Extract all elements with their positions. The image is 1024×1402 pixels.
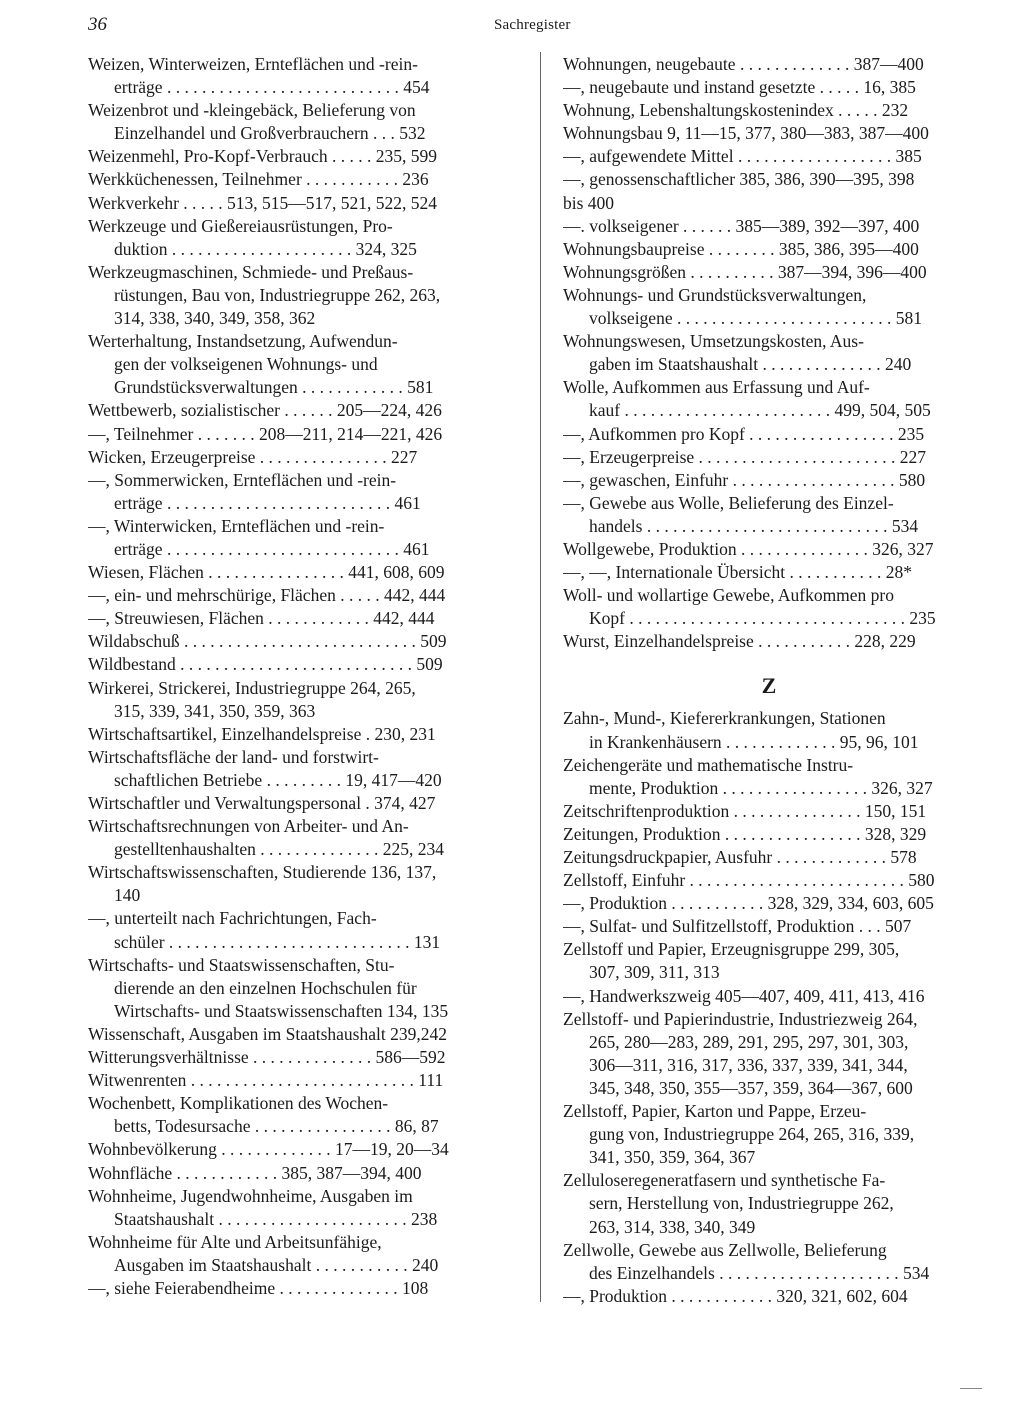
index-entry [88, 1277, 510, 1300]
index-entry-text: Staatshaushalt . . . . . . . . . . . . . . . . . . . . . . 238 [114, 1208, 438, 1229]
index-entry-text: Zellwolle, Gewebe aus Zellwolle, Belieferung [563, 1239, 887, 1260]
index-entry [88, 630, 510, 653]
index-entry [88, 469, 510, 492]
index-entry-continuation [88, 769, 510, 792]
index-entry-text: Werkzeuge und Gießereiausrüstungen, Pro- [88, 215, 393, 236]
index-entry [563, 892, 983, 915]
index-entry-text: 341, 350, 359, 364, 367 [589, 1147, 756, 1168]
index-entry [563, 53, 983, 76]
index-entry-continuation [563, 307, 983, 330]
index-entry-text: Zellstoff, Papier, Karton und Pappe, Erzeu- [563, 1101, 867, 1122]
index-entry-text: Werkzeugmaschinen, Schmiede- und Preßaus- [88, 261, 414, 282]
index-entry-text: erträge . . . . . . . . . . . . . . . . . . . . . . . . . . 461 [114, 492, 421, 513]
index-entry-continuation [88, 538, 510, 561]
index-entry [563, 630, 983, 653]
index-entry [563, 1239, 983, 1262]
index-entry-text: Zeitschriftenproduktion . . . . . . . . . . . . . . . 150, 151 [563, 800, 927, 821]
index-entry-text: Ausgaben im Staatshaushalt . . . . . . . . . . . 240 [114, 1254, 439, 1275]
left-column [88, 53, 510, 1300]
column-divider [540, 52, 541, 1302]
index-entry-continuation [88, 122, 510, 145]
index-entry-continuation [563, 1146, 983, 1169]
index-entry-text: 306—311, 316, 317, 336, 337, 339, 341, 344, [589, 1054, 908, 1075]
index-entry-text: Wolle, Aufkommen aus Erfassung und Auf- [563, 377, 870, 398]
index-entry-text: Witwenrenten . . . . . . . . . . . . . . . . . . . . . . . . . . 111 [88, 1070, 444, 1091]
index-entry-text: Zeichengeräte und mathematische Instru- [563, 754, 854, 775]
index-entry-text: betts, Todesursache . . . . . . . . . . . . . . . . 86, 87 [114, 1116, 439, 1137]
index-entry-text: Wiesen, Flächen . . . . . . . . . . . . . . . . 441, 608, 609 [88, 562, 445, 583]
index-entry-text: Weizenmehl, Pro-Kopf-Verbrauch . . . . . 235, 599 [88, 146, 437, 167]
index-entry-text: Werkküchenessen, Teilnehmer . . . . . . . . . . . 236 [88, 169, 429, 190]
index-entry-continuation [88, 1254, 510, 1277]
index-entry [88, 677, 510, 700]
index-entry-text: 315, 339, 341, 350, 359, 363 [114, 700, 316, 721]
index-entry-text: Wohnungswesen, Umsetzungskosten, Aus- [563, 331, 864, 352]
index-entry [563, 492, 983, 515]
index-entry [563, 145, 983, 168]
index-entry-text: Wurst, Einzelhandelspreise . . . . . . . . . . . 228, 229 [563, 631, 916, 652]
index-entry-text: Wohnfläche . . . . . . . . . . . . 385, 387—394, 400 [88, 1162, 422, 1183]
index-entry-continuation [563, 515, 983, 538]
index-entry-text: Wohnbevölkerung . . . . . . . . . . . . . 17—19, 20—34 [88, 1139, 449, 1160]
index-entry-continuation [563, 1192, 983, 1215]
index-entry [88, 423, 510, 446]
index-entry-text: Weizenbrot und -kleingebäck, Belieferung von [88, 100, 416, 121]
index-entry [563, 192, 983, 215]
index-entry-text: Einzelhandel und Großverbrauchern . . . 532 [114, 123, 426, 144]
index-entry-continuation [563, 1054, 983, 1077]
index-entry [88, 330, 510, 353]
index-entry-text: —, neugebaute und instand gesetzte . . . . . 16, 385 [563, 77, 916, 98]
index-entry [88, 1092, 510, 1115]
index-entry-text: —, ein- und mehrschürige, Flächen . . . . . 442, 444 [88, 585, 446, 606]
index-entry-continuation [88, 1208, 510, 1231]
index-entry-text: des Einzelhandels . . . . . . . . . . . . . . . . . . . . . 534 [589, 1262, 930, 1283]
index-entry [563, 538, 983, 561]
section-gap [563, 653, 983, 671]
index-entry-text: rüstungen, Bau von, Industriegruppe 262, 263, [114, 284, 441, 305]
index-entry-text: 314, 338, 340, 349, 358, 362 [114, 308, 316, 329]
index-entry [88, 168, 510, 191]
running-head: Sachregister [494, 17, 571, 33]
index-entry-text: —, gewaschen, Einfuhr . . . . . . . . . . . . . . . . . . . 580 [563, 469, 926, 490]
index-entry-text: —, Erzeugerpreise . . . . . . . . . . . . . . . . . . . . . . . 227 [563, 446, 927, 467]
index-entry [88, 1023, 510, 1046]
index-entry [563, 869, 983, 892]
index-entry-text: Witterungsverhältnisse . . . . . . . . . . . . . . 586—592 [88, 1047, 446, 1068]
index-entry [563, 938, 983, 961]
index-entry-continuation [563, 1031, 983, 1054]
index-entry [563, 238, 983, 261]
index-entry [88, 653, 510, 676]
index-entry-text: duktion . . . . . . . . . . . . . . . . . . . . . 324, 325 [114, 238, 417, 259]
index-entry [88, 1185, 510, 1208]
index-entry [563, 261, 983, 284]
index-entry-continuation [88, 884, 510, 907]
index-entry-continuation [88, 931, 510, 954]
index-entry-text: erträge . . . . . . . . . . . . . . . . . . . . . . . . . . . 461 [114, 538, 430, 559]
index-entry-text: schaftlichen Betriebe . . . . . . . . . 19, 417—420 [114, 769, 442, 790]
index-entry [563, 469, 983, 492]
index-entry [563, 800, 983, 823]
index-entry-text: sern, Herstellung von, Industriegruppe 262, [589, 1193, 894, 1214]
index-entry-text: gung von, Industriegruppe 264, 265, 316, 339, [589, 1124, 915, 1145]
index-entry-continuation [88, 76, 510, 99]
index-entry-text: Wicken, Erzeugerpreise . . . . . . . . . . . . . . . 227 [88, 446, 418, 467]
index-entry [563, 122, 983, 145]
index-entry-text: gen der volkseigenen Wohnungs- und [114, 354, 378, 375]
index-entry-text: —, Produktion . . . . . . . . . . . . 320, 321, 602, 604 [563, 1285, 908, 1306]
index-entry-text: 265, 280—283, 289, 291, 295, 297, 301, 303, [589, 1031, 909, 1052]
index-entry [563, 76, 983, 99]
section-letter-heading: Z [761, 673, 777, 699]
index-entry-continuation [88, 376, 510, 399]
index-entry-text: Wildabschuß . . . . . . . . . . . . . . . . . . . . . . . . . . . 509 [88, 631, 447, 652]
index-entry-text: Zeitungsdruckpapier, Ausfuhr . . . . . . . . . . . . . 578 [563, 847, 917, 867]
index-entry-text: Wohnungsgrößen . . . . . . . . . . 387—394, 396—400 [563, 261, 927, 282]
index-entry-text: Wohnungen, neugebaute . . . . . . . . . . . . . 387—400 [563, 54, 924, 74]
index-entry-text: Zellstoff, Einfuhr . . . . . . . . . . . . . . . . . . . . . . . . . 580 [563, 870, 935, 891]
index-entry [88, 746, 510, 769]
index-entry [88, 561, 510, 584]
index-entry-text: 140 [114, 885, 141, 906]
index-entry [88, 815, 510, 838]
index-entry-text: Weizen, Winterweizen, Ernteflächen und -rein- [88, 54, 418, 74]
index-entry [563, 584, 983, 607]
index-entry-text: in Krankenhäusern . . . . . . . . . . . . . 95, 96, 101 [589, 731, 919, 752]
index-entry-continuation [563, 1216, 983, 1239]
index-entry-text: —, Winterwicken, Ernteflächen und -rein- [88, 515, 385, 536]
right-column [563, 53, 983, 1308]
index-entry [563, 215, 983, 238]
index-entry-text: gaben im Staatshaushalt . . . . . . . . . . . . . . 240 [589, 354, 912, 375]
index-entry [563, 423, 983, 446]
index-entry [563, 1285, 983, 1308]
index-entry [88, 1046, 510, 1069]
index-entry [563, 376, 983, 399]
index-entry-text: Woll- und wollartige Gewebe, Aufkommen pro [563, 585, 895, 606]
index-entry-text: Wirtschaftsartikel, Einzelhandelspreise . 230, 231 [88, 723, 436, 744]
index-entry-text: Wohnheime für Alte und Arbeitsunfähige, [88, 1231, 382, 1252]
index-entry [88, 215, 510, 238]
index-entry [88, 145, 510, 168]
index-entry-text: —, Produktion . . . . . . . . . . . 328, 329, 334, 603, 605 [563, 893, 934, 914]
index-entry-text: Wohnungsbaupreise . . . . . . . . 385, 386, 395—400 [563, 238, 919, 259]
index-entry-text: —, Teilnehmer . . . . . . . 208—211, 214—221, 426 [88, 423, 443, 444]
index-entry-text: 345, 348, 350, 355—357, 359, 364—367, 600 [589, 1077, 913, 1098]
index-entry-text: —, Streuwiesen, Flächen . . . . . . . . . . . . 442, 444 [88, 608, 435, 629]
index-entry [88, 584, 510, 607]
index-entry-text: Zeitungen, Produktion . . . . . . . . . . . . . . . . 328, 329 [563, 823, 927, 844]
index-entry-text: bis 400 [563, 192, 615, 213]
index-entry-text: gestelltenhaushalten . . . . . . . . . . . . . . 225, 234 [114, 839, 445, 860]
index-entry-text: Wirtschaftsrechnungen von Arbeiter- und An- [88, 816, 409, 837]
index-entry [563, 330, 983, 353]
index-entry-continuation [88, 307, 510, 330]
index-entry [88, 1138, 510, 1161]
index-entry-continuation [88, 238, 510, 261]
index-entry [563, 823, 983, 846]
index-entry-text: kauf . . . . . . . . . . . . . . . . . . . . . . . . 499, 504, 505 [589, 400, 931, 421]
index-entry [88, 723, 510, 746]
index-entry-text: —, siehe Feierabendheime . . . . . . . . . . . . . . 108 [88, 1277, 429, 1298]
section-w-continued [563, 53, 983, 653]
index-entry-text: Wohnungs- und Grundstücksverwaltungen, [563, 284, 867, 305]
index-entry [88, 954, 510, 977]
index-entry-text: —, unterteilt nach Fachrichtungen, Fach- [88, 908, 377, 929]
index-entry-text: Grundstücksverwaltungen . . . . . . . . . . . . 581 [114, 377, 434, 398]
index-entry-text: schüler . . . . . . . . . . . . . . . . . . . . . . . . . . . . 131 [114, 931, 441, 952]
index-entry-text: —, Handwerkszweig 405—407, 409, 411, 413, 416 [563, 985, 925, 1006]
index-entry-text: Wirtschaftler und Verwaltungspersonal . 374, 427 [88, 793, 436, 813]
index-entry-continuation [563, 1123, 983, 1146]
index-entry-text: Wochenbett, Komplikationen des Wochen- [88, 1093, 389, 1114]
index-entry [88, 446, 510, 469]
index-entry-text: Wildbestand . . . . . . . . . . . . . . . . . . . . . . . . . . . 509 [88, 654, 443, 675]
index-entry [88, 1162, 510, 1185]
index-entry-text: Wirtschafts- und Staatswissenschaften 134, 135 [114, 1000, 449, 1021]
index-entry [88, 861, 510, 884]
index-entry-continuation [88, 492, 510, 515]
index-entry [563, 1008, 983, 1031]
index-entry-continuation [88, 284, 510, 307]
index-entry-continuation [88, 700, 510, 723]
index-entry-text: volkseigene . . . . . . . . . . . . . . . . . . . . . . . . . 581 [589, 308, 922, 329]
index-entry-text: Wirtschaftsfläche der land- und forstwirt- [88, 746, 379, 767]
index-entry-text: dierende an den einzelnen Hochschulen für [114, 977, 417, 998]
index-entry [88, 53, 510, 76]
index-entry-text: —, Sulfat- und Sulfitzellstoff, Produktion . . . 507 [563, 916, 912, 937]
index-entry-text: Wirkerei, Strickerei, Industriegruppe 264, 265, [88, 677, 416, 698]
index-entry-text: 263, 314, 338, 340, 349 [589, 1216, 756, 1237]
index-entry-continuation [88, 838, 510, 861]
index-entry-continuation [563, 1262, 983, 1285]
index-entry-text: Zellstoff- und Papierindustrie, Industriezweig 264, [563, 1008, 918, 1029]
index-entry-text: Wirtschaftswissenschaften, Studierende 136, 137, [88, 862, 437, 883]
index-entry-text: Wissenschaft, Ausgaben im Staatshaushalt 239,242 [88, 1023, 447, 1044]
page-number: 36 [88, 14, 107, 35]
index-entry-continuation [563, 353, 983, 376]
index-entry-continuation [88, 977, 510, 1000]
index-entry-text: Werterhaltung, Instandsetzung, Aufwendun- [88, 331, 398, 352]
index-entry-text: mente, Produktion . . . . . . . . . . . . . . . . . 326, 327 [589, 777, 933, 798]
index-entry-text: Wirtschafts- und Staatswissenschaften, Stu- [88, 954, 395, 975]
index-entry-text: Wettbewerb, sozialistischer . . . . . . 205—224, 426 [88, 400, 442, 421]
index-entry [88, 1231, 510, 1254]
index-entry [88, 99, 510, 122]
index-entry [563, 1100, 983, 1123]
index-entry [88, 607, 510, 630]
index-entry-text: Kopf . . . . . . . . . . . . . . . . . . . . . . . . . . . . . . . . 235 [589, 608, 936, 629]
section-z [563, 707, 983, 1307]
index-entry-text: —. volkseigener . . . . . . 385—389, 392—397, 400 [563, 215, 920, 236]
index-entry [88, 399, 510, 422]
index-entry-text: Zellstoff und Papier, Erzeugnisgruppe 299, 305, [563, 939, 900, 960]
index-entry [563, 1169, 983, 1192]
index-entry [563, 284, 983, 307]
index-entry [563, 754, 983, 777]
index-entry-continuation [88, 1000, 510, 1023]
index-entry [88, 261, 510, 284]
index-entry [88, 1069, 510, 1092]
index-entry [563, 707, 983, 730]
index-entry-text: —, Sommerwicken, Ernteflächen und -rein- [88, 469, 397, 490]
index-entry-text: 307, 309, 311, 313 [589, 962, 720, 983]
index-entry-text: —, genossenschaftlicher 385, 386, 390—395, 398 [563, 169, 915, 190]
index-entry-continuation [563, 961, 983, 984]
index-entry-continuation [88, 1115, 510, 1138]
index-entry [563, 846, 983, 869]
index-entry-text: Werkverkehr . . . . . 513, 515—517, 521, 522, 524 [88, 192, 438, 213]
index-entry-text: —, Gewebe aus Wolle, Belieferung des Einzel- [563, 492, 894, 513]
index-entry [88, 792, 510, 815]
index-entry [88, 907, 510, 930]
index-entry [563, 915, 983, 938]
index-entry-text: erträge . . . . . . . . . . . . . . . . . . . . . . . . . . . 454 [114, 77, 430, 98]
index-entry-text: handels . . . . . . . . . . . . . . . . . . . . . . . . . . . . 534 [589, 515, 919, 536]
index-entry-text: Wohnung, Lebenshaltungskostenindex . . . . . 232 [563, 100, 909, 121]
index-entry [563, 446, 983, 469]
index-entry [563, 168, 983, 191]
index-entry [563, 985, 983, 1008]
index-entry-text: —, Aufkommen pro Kopf . . . . . . . . . . . . . . . . . 235 [563, 423, 925, 444]
footer-mark [960, 1388, 982, 1389]
index-entry-text: Zelluloseregeneratfasern und synthetische Fa- [563, 1170, 886, 1191]
index-entry-text: Wollgewebe, Produktion . . . . . . . . . . . . . . . 326, 327 [563, 538, 934, 559]
index-entry-continuation [563, 777, 983, 800]
index-entry-continuation [563, 1077, 983, 1100]
index-entry [88, 515, 510, 538]
index-entry-text: Wohnungsbau 9, 11—15, 377, 380—383, 387—400 [563, 123, 929, 144]
index-entry-text: —, aufgewendete Mittel . . . . . . . . . . . . . . . . . . 385 [563, 146, 922, 167]
index-entry-continuation [88, 353, 510, 376]
index-entry [563, 561, 983, 584]
index-entry-text: Zahn-, Mund-, Kiefererkrankungen, Stationen [563, 708, 886, 729]
index-entry-continuation [563, 607, 983, 630]
index-entry [88, 192, 510, 215]
index-entry [563, 99, 983, 122]
index-entry-text: —, —, Internationale Übersicht . . . . . . . . . . . 28* [563, 562, 912, 583]
index-entry-text: Wohnheime, Jugendwohnheime, Ausgaben im [88, 1185, 413, 1206]
index-entry-continuation [563, 399, 983, 422]
index-entry-continuation [563, 731, 983, 754]
